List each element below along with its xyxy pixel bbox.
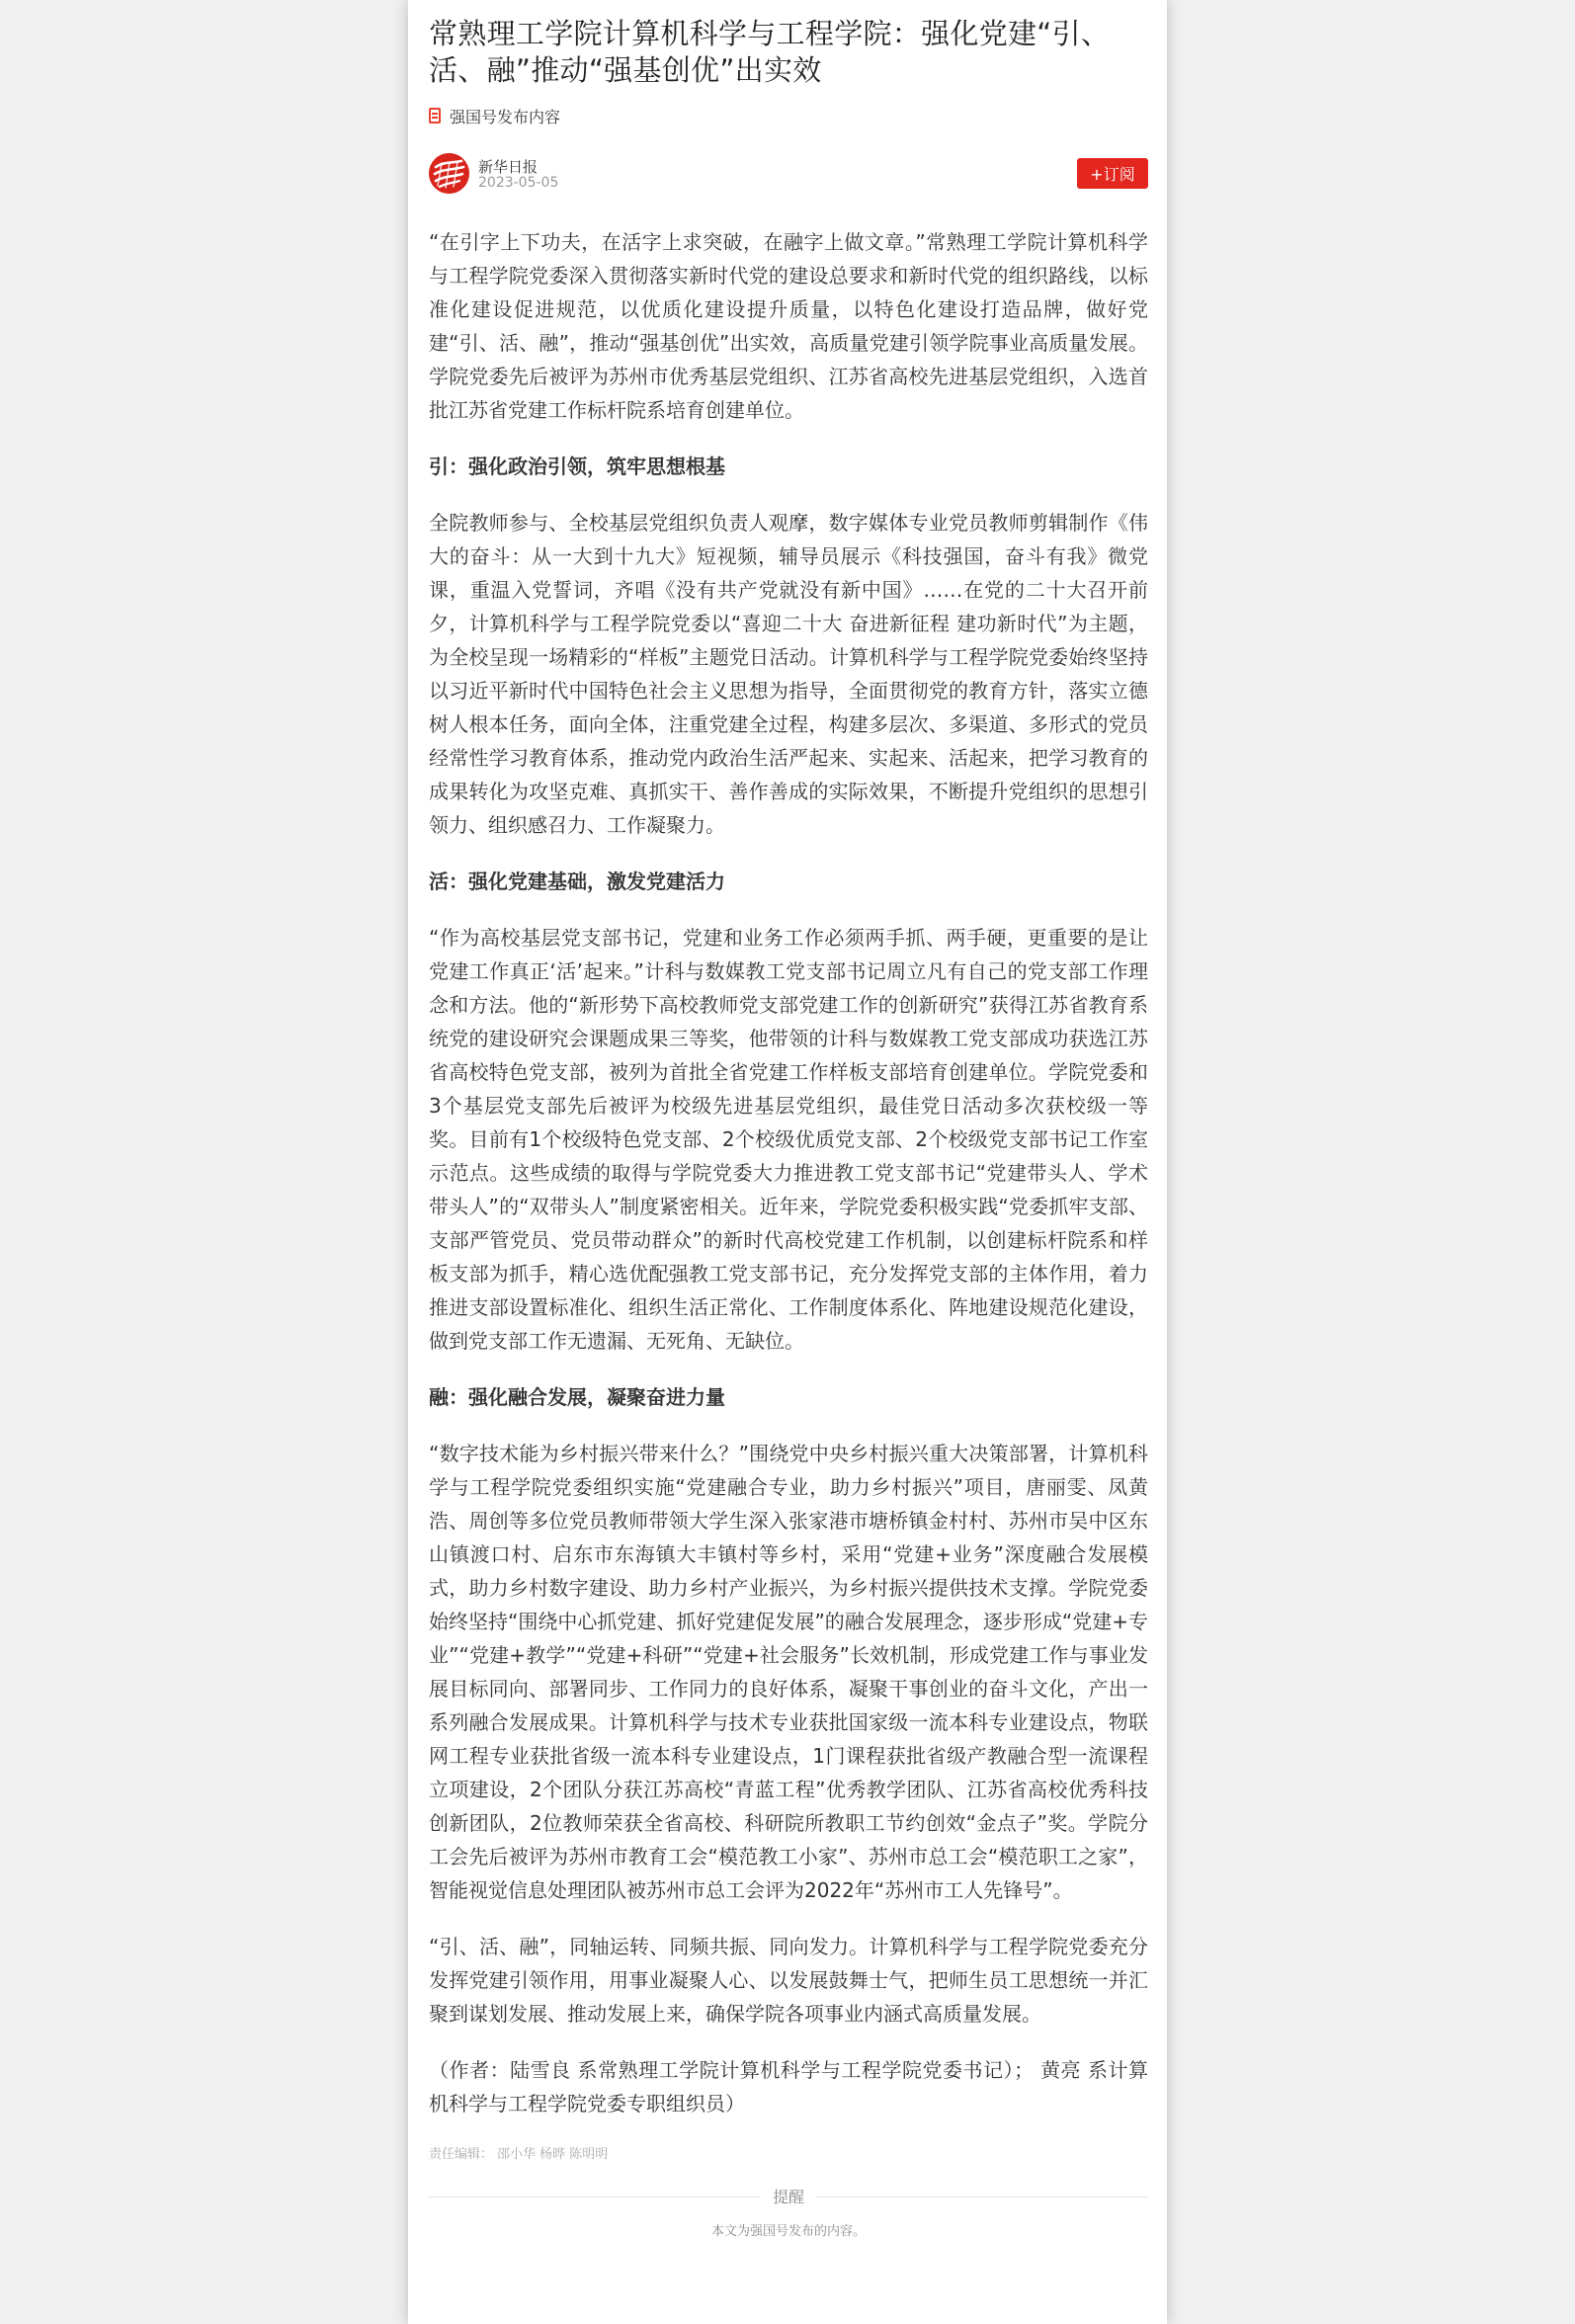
editor-names: 邵小华 杨晔 陈明明 xyxy=(497,2147,609,2162)
subscribe-button[interactable]: +订阅 xyxy=(1077,158,1148,189)
reminder-title: 提醒 xyxy=(761,2188,816,2206)
article-page xyxy=(408,0,1167,2324)
document-icon xyxy=(429,108,441,124)
article-content xyxy=(429,0,1148,2239)
author-note: （作者：陆雪良 系常熟理工学院计算机科学与工程学院党委书记）； 黄亮 系计算机科学与工程学院党委专职组织员） xyxy=(429,2058,1148,2116)
section-heading: 引：强化政治引领，筑牢思想根基 xyxy=(429,455,725,478)
xinhua-logo[interactable] xyxy=(429,153,469,194)
author-row xyxy=(429,153,1148,195)
paragraph: “数字技术能为乡村振兴带来什么？”围绕党中央乡村振兴重大决策部署，计算机科学与工程学院党委组织实施“党建融合专业，助力乡村振兴”项目，唐丽雯、凤黄浩、周创等多位党员教师带领大学生深入张家港市塘桥镇金村村、苏州市吴中区东山镇渡口村、启东市东海镇大丰镇村等乡村，采用“党建+业务”深度融合发展模式，助力乡村数字建设、助力乡村产业振兴，为乡村振兴提供技术支撑。学院党委始终坚持“围绕中心抓党建、抓好党建促发展”的融合发展理念，逐步形成“党建+专业”“党建+教学”“党建+科研”“党建+社会服务”长效机制，形成党建工作与事业发展目标同向、部署同步、工作同力的良好体系，凝聚干事创业的奋斗文化，产出一系列融合发展成果。计算机科学与技术专业获批国家级一流本科专业建设点，物联网工程专业获批省级一流本科专业建设点，1门课程获批省级产教融合型一流课程立项建设，2个团队分获江苏高校“青蓝工程”优秀教学团队、江苏省高校优秀科技创新团队，2位教师荣获全省高校、科研院所教职工节约创效“金点子”奖。学院分工会先后被评为苏州市教育工会“模范教工小家”、苏州市总工会“模范职工之家”，智能视觉信息处理团队被苏州市总工会评为2022年“苏州市工人先锋号”。 xyxy=(429,1442,1148,1902)
reminder-divider xyxy=(429,2185,1148,2208)
author-name[interactable]: 新华日报 xyxy=(478,158,539,176)
paragraph: “在引字上下功夫，在活字上求突破，在融字上做文章。”常熟理工学院计算机科学与工程学院党委深入贯彻落实新时代党的建设总要求和新时代党的组织路线，以标准化建设促进规范，以优质化建设提升质量，以特色化建设打造品牌，做好党建“引、活、融”，推动“强基创优”出实效，高质量党建引领学院事业高质量发展。学院党委先后被评为苏州市优秀基层党组织、江苏省高校先进基层党组织，入选首批江苏省党建工作标杆院系培育创建单位。 xyxy=(429,230,1148,422)
source-tag xyxy=(429,105,1148,126)
article-body xyxy=(429,225,1148,2120)
section-heading: 融：强化融合发展，凝聚奋进力量 xyxy=(429,1385,725,1409)
section-heading: 活：强化党建基础，激发党建活力 xyxy=(429,870,725,893)
paragraph: “作为高校基层党支部书记，党建和业务工作必须两手抓、两手硬，更重要的是让党建工作真正‘活’起来。”计科与数媒教工党支部书记周立凡有自己的党支部工作理念和方法。他的“新形势下高校教师党支部党建工作的创新研究”获得江苏省教育系统党的建设研究会课题成果三等奖，他带领的计科与数媒教工党支部成功获选江苏省高校特色党支部，被列为首批全省党建工作样板支部培育创建单位。学院党委和3个基层党支部先后被评为校级先进基层党组织，最佳党日活动多次获校级一等奖。目前有1个校级特色党支部、2个校级优质党支部、2个校级党支部书记工作室示范点。这些成绩的取得与学院党委大力推进教工党支部书记“党建带头人、学术带头人”的“双带头人”制度紧密相关。近年来，学院党委积极实践“党委抓牢支部、支部严管党员、党员带动群众”的新时代高校党建工作机制，以创建标杆院系和样板支部为抓手，精心选优配强教工党支部书记，充分发挥党支部的主体作用，着力推进支部设置标准化、组织生活正常化、工作制度体系化、阵地建设规范化建设，做到党支部工作无遗漏、无死角、无缺位。 xyxy=(429,926,1148,1353)
paragraph: 全院教师参与、全校基层党组织负责人观摩，数字媒体专业党员教师剪辑制作《伟大的奋斗：从一大到十九大》短视频，辅导员展示《科技强国，奋斗有我》微党课，重温入党誓词，齐唱《没有共产党就没有新中国》……在党的二十大召开前夕，计算机科学与工程学院党委以“喜迎二十大 奋进新征程 建功新时代”为主题，为全校呈现一场精彩的“样板”主题党日活动。计算机科学与工程学院党委始终坚持以习近平新时代中国特色社会主义思想为指导，全面贯彻党的教育方针，落实立德树人根本任务，面向全体，注重党建全过程，构建多层次、多渠道、多形式的党员经常性学习教育体系，推动党内政治生活严起来、实起来、活起来，把学习教育的成果转化为攻坚克难、真抓实干、善作善成的实际效果，不断提升党组织的思想引领力、组织感召力、工作凝聚力。 xyxy=(429,511,1148,837)
editor-label: 责任编辑： xyxy=(429,2147,494,2162)
article-title: 常熟理工学院计算机科学与工程学院：强化党建“引、活、融”推动“强基创优”出实效 xyxy=(429,17,1111,87)
paragraph: “引、活、融”，同轴运转、同频共振、同向发力。计算机科学与工程学院党委充分发挥党建引领作用，用事业凝聚人心、以发展鼓舞士气，把师生员工思想统一并汇聚到谋划发展、推动发展上来，确保学院各项事业内涵式高质量发展。 xyxy=(429,1935,1148,2026)
publish-date: 2023-05-05 xyxy=(478,175,559,191)
source-tag-label: 强国号发布内容 xyxy=(450,107,561,126)
reminder-text: 本文为强国号发布的内容。 xyxy=(710,2224,866,2239)
responsible-editor xyxy=(429,2143,1148,2163)
